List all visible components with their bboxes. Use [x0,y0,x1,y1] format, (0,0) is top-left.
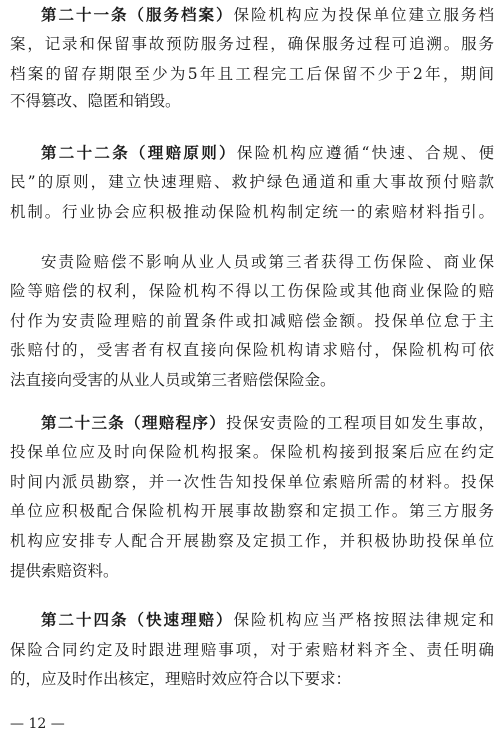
text-line [10,556,494,586]
text-line [10,437,494,467]
text-line [10,167,494,197]
article-heading: 第二十一条（服务档案） [41,5,234,24]
article-text: 险等赔偿的权利，保险机构不得以工伤保险或其他商业保险的赔 [10,282,494,300]
article-text: 保险机构应当严格按照法律规定和 [233,611,494,629]
article-text: 保险机构应为投保单位建立服务档 [233,6,494,24]
text-line [10,496,494,526]
article-text: 安责险赔偿不影响从业人员或第三者获得工伤保险、商业保 [41,253,494,271]
article-text: 提供索赔资料。 [10,562,119,580]
text-line [10,664,494,694]
text-line [41,138,494,168]
text-line [10,365,494,395]
text-line [10,59,494,89]
text-line [10,197,494,227]
article-text: 付作为安责险理赔的前置条件或扣减赔偿金额。投保单位怠于主 [10,312,494,330]
article-text: 保险合同约定及时跟进理赔事项，对于索赔材料齐全、责任明确 [10,641,494,659]
article-heading: 第二十四条（快速理赔） [41,610,234,629]
page-number: — 12 — [10,716,65,732]
text-line [10,335,494,365]
article-text: 民”的原则，建立快速理赔、救护绿色通道和重大事故预付赔款 [10,173,494,191]
article-text: 的，应及时作出核定，理赔时效应符合以下要求： [10,670,352,688]
article-text: 档案的留存期限至少为5年且工程完工后保留不少于2年，期间 [10,65,494,83]
text-line [10,467,494,497]
article-text: 单位应积极配合保险机构开展事故勘察和定损工作。第三方服务 [10,502,494,520]
text-line [41,247,494,277]
text-line [41,605,494,635]
text-line [10,29,494,59]
article-heading: 第二十二条（理赔原则） [41,143,237,162]
article-text: 机制。行业协会应积极推动保险机构制定统一的索赔材料指引。 [10,203,494,221]
text-line [10,635,494,665]
article-text: 投保单位应及时向保险机构报案。保险机构接到报案后应在约定 [10,443,494,461]
article-text: 张赔付的，受害者有权直接向保险机构请求赔付，保险机构可依 [10,341,494,359]
text-line [41,0,494,30]
article-text: 时间内派员勘察，并一次性告知投保单位索赔所需的材料。投保 [10,473,494,491]
article-heading: 第二十三条（理赔程序） [41,413,227,432]
article-text: 不得篡改、隐匿和销毁。 [10,92,181,110]
text-line [10,306,494,336]
text-line [41,408,494,438]
text-line [10,276,494,306]
article-text: 保险机构应遵循“快速、合规、便 [236,144,494,162]
article-text: 机构应安排专人配合开展勘察及定损工作，并积极协助投保单位 [10,532,494,550]
article-text: 案，记录和保留事故预防服务过程，确保服务过程可追溯。服务 [10,35,494,53]
text-line [10,526,494,556]
article-text: 法直接向受害的从业人员或第三者赔偿保险金。 [10,371,336,389]
article-text: 投保安责险的工程项目如发生事故， [226,414,494,432]
text-line [10,86,494,116]
